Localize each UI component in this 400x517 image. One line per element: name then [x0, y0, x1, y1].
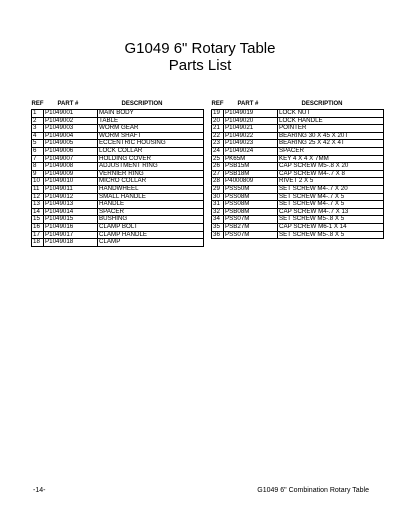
part-number-cell: PSS50M — [224, 185, 278, 193]
title-block — [0, 40, 400, 74]
description-cell: BEARING 25 X 42 X 4T — [278, 140, 384, 148]
description-header: DESCRIPTION — [121, 101, 163, 107]
ref-cell: 13 — [32, 201, 44, 209]
table-row — [32, 147, 204, 155]
description-cell: SPACER — [98, 208, 204, 216]
parts-table-right — [211, 100, 384, 239]
part-number-cell: P1049022 — [224, 132, 278, 140]
description-cell: CLAMP — [98, 239, 204, 247]
ref-header: REF — [31, 101, 44, 107]
description-cell: LOCK HANDLE — [278, 117, 384, 125]
ref-cell: 7 — [32, 155, 44, 163]
part-number-cell: PSB08M — [224, 208, 278, 216]
description-cell: SET SCREW M4-.7 X 5 — [278, 201, 384, 209]
ref-cell: 32 — [212, 208, 224, 216]
ref-cell: 5 — [32, 140, 44, 148]
description-header: DESCRIPTION — [301, 101, 343, 107]
description-cell: WORM SHAFT — [98, 132, 204, 140]
ref-cell: 18 — [32, 239, 44, 247]
ref-header: REF — [211, 101, 224, 107]
table-row — [212, 185, 384, 193]
description-cell: HANDWHEEL — [98, 185, 204, 193]
description-cell: HANDLE — [98, 201, 204, 209]
part-number-cell: P1049017 — [44, 231, 98, 239]
description-cell: LOCK NUT — [278, 110, 384, 118]
description-cell: KEY 4 X 4 X 7MM — [278, 155, 384, 163]
part-number-cell: PSB18M — [224, 170, 278, 178]
part-number-cell: P1049019 — [224, 110, 278, 118]
part-number-cell: P1049003 — [44, 125, 98, 133]
ref-cell: 8 — [32, 163, 44, 171]
ref-cell: 24 — [212, 147, 224, 155]
ref-cell: 19 — [212, 110, 224, 118]
ref-cell: 23 — [212, 140, 224, 148]
part-number-cell: P1049004 — [44, 132, 98, 140]
description-cell: POINTER — [278, 125, 384, 133]
part-number-cell: P1049013 — [44, 201, 98, 209]
document-subtitle: Parts List — [168, 57, 232, 74]
part-number-cell: P1049002 — [44, 117, 98, 125]
part-number-cell: P1049006 — [44, 147, 98, 155]
description-cell: SET SCREW M4-.7 X 5 — [278, 193, 384, 201]
ref-cell: 9 — [32, 170, 44, 178]
description-cell: CAP SCREW M4-.7 X 13 — [278, 208, 384, 216]
part-number-cell: P1049009 — [44, 170, 98, 178]
part-number-cell: P1049001 — [44, 110, 98, 118]
description-cell: CAP SCREW M6-1 X 14 — [278, 223, 384, 231]
description-cell: ADJUSTMENT RING — [98, 163, 204, 171]
description-cell: CLAMP HANDLE — [98, 231, 204, 239]
ref-cell: 17 — [32, 231, 44, 239]
description-cell: CAP SCREW M5-.8 X 20 — [278, 163, 384, 171]
part-number-cell: P1049007 — [44, 155, 98, 163]
part-number-cell: P4000809 — [224, 178, 278, 186]
parts-table-left — [31, 100, 204, 247]
parts-table-left-body — [32, 110, 204, 247]
table-row — [212, 147, 384, 155]
ref-cell: 2 — [32, 117, 44, 125]
table-row — [32, 110, 204, 118]
table-row — [212, 110, 384, 118]
ref-cell: 34 — [212, 216, 224, 224]
part-number-cell: P1049015 — [44, 216, 98, 224]
part-number-cell: PSS07M — [224, 231, 278, 239]
description-cell: SET SCREW M4-.7 X 20 — [278, 185, 384, 193]
part-number-cell: P1049014 — [44, 208, 98, 216]
ref-cell: 3 — [32, 125, 44, 133]
description-cell: CAP SCREW M4-.7 X 8 — [278, 170, 384, 178]
description-cell: SPACER — [278, 147, 384, 155]
part-number-cell: P1049020 — [224, 117, 278, 125]
parts-table-right-body — [212, 110, 384, 239]
part-number-cell: P1049023 — [224, 140, 278, 148]
part-number-cell: P1049021 — [224, 125, 278, 133]
description-cell: MAIN BODY — [98, 110, 204, 118]
ref-cell: 22 — [212, 132, 224, 140]
ref-cell: 25 — [212, 155, 224, 163]
table-row — [32, 239, 204, 247]
description-cell: HOLDING COVER — [98, 155, 204, 163]
description-cell: MICRO COLLAR — [98, 178, 204, 186]
description-cell: TABLE — [98, 117, 204, 125]
ref-cell: 29 — [212, 185, 224, 193]
description-cell: BEARING 30 X 45 X 20T — [278, 132, 384, 140]
ref-cell: 1 — [32, 110, 44, 118]
part-number-cell: P1049024 — [224, 147, 278, 155]
ref-cell: 12 — [32, 193, 44, 201]
part-number-cell: PK65M — [224, 155, 278, 163]
ref-cell: 30 — [212, 193, 224, 201]
ref-cell: 35 — [212, 223, 224, 231]
document-title: G1049 6" Rotary Table — [124, 40, 276, 57]
ref-cell: 31 — [212, 201, 224, 209]
ref-cell: 21 — [212, 125, 224, 133]
part-number-cell: P1049011 — [44, 185, 98, 193]
description-cell: CLAMP BOLT — [98, 223, 204, 231]
description-cell: ECCENTRIC HOUSING — [98, 140, 204, 148]
ref-cell: 16 — [32, 223, 44, 231]
part-number-cell: P1049008 — [44, 163, 98, 171]
table-row — [32, 185, 204, 193]
description-cell: RIVET 2 X 5 — [278, 178, 384, 186]
description-cell: VERNIER RING — [98, 170, 204, 178]
manual-title-footer: G1049 6" Combination Rotary Table — [257, 487, 369, 494]
ref-cell: 20 — [212, 117, 224, 125]
ref-cell: 36 — [212, 231, 224, 239]
part-number-cell: PSS08M — [224, 193, 278, 201]
ref-cell: 28 — [212, 178, 224, 186]
table-row — [212, 231, 384, 239]
ref-cell: 6 — [32, 147, 44, 155]
description-cell: SET SCREW M5-.8 X 5 — [278, 231, 384, 239]
ref-cell: 10 — [32, 178, 44, 186]
page-number: -14- — [33, 487, 46, 494]
description-cell: BUSHING — [98, 216, 204, 224]
table-row — [32, 223, 204, 231]
part-number-cell: P1049016 — [44, 223, 98, 231]
description-cell: LOCK COLLAR — [98, 147, 204, 155]
part-header: PART # — [237, 101, 259, 107]
part-number-cell: PSS08M — [224, 201, 278, 209]
description-cell: SET SCREW M5-.8 X 5 — [278, 216, 384, 224]
ref-cell: 27 — [212, 170, 224, 178]
part-number-cell: P1049010 — [44, 178, 98, 186]
description-cell: WORM GEAR — [98, 125, 204, 133]
table-row — [212, 223, 384, 231]
ref-cell: 15 — [32, 216, 44, 224]
ref-cell: 26 — [212, 163, 224, 171]
part-number-cell: PSS07M — [224, 216, 278, 224]
part-number-cell: P1049005 — [44, 140, 98, 148]
ref-cell: 4 — [32, 132, 44, 140]
part-number-cell: P1049018 — [44, 239, 98, 247]
part-number-cell: PSB27M — [224, 223, 278, 231]
description-cell: SMALL HANDLE — [98, 193, 204, 201]
part-number-cell: PSB15M — [224, 163, 278, 171]
part-number-cell: P1049012 — [44, 193, 98, 201]
part-header: PART # — [57, 101, 79, 107]
ref-cell: 11 — [32, 185, 44, 193]
ref-cell: 14 — [32, 208, 44, 216]
